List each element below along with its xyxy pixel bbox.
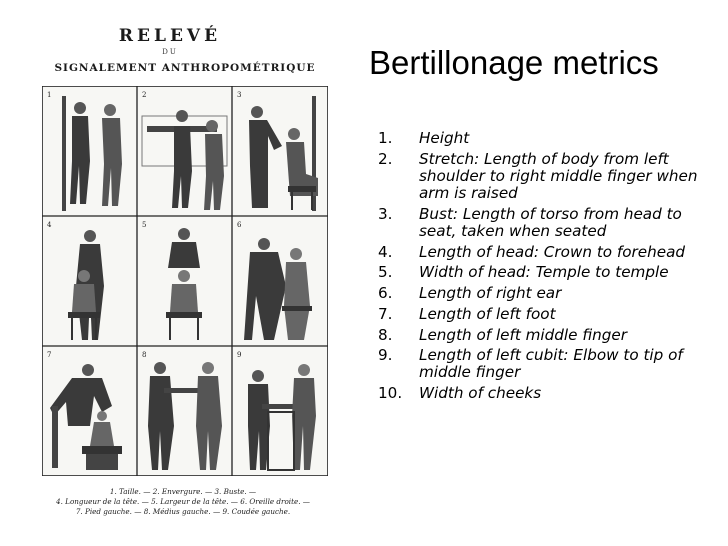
panel-number: 2 (142, 91, 147, 99)
metric-item (378, 130, 718, 147)
plate-caption-line: 1. Taille. — 2. Envergure. — 3. Buste. — (109, 487, 257, 496)
metric-number: 3. (378, 204, 393, 223)
metric-item (378, 244, 718, 261)
anthropometric-plate (0, 0, 340, 546)
panel-number: 4 (47, 221, 52, 229)
metric-text: Length of left middle finger (419, 325, 627, 344)
plate-caption-line: 7. Pied gauche. — 8. Médius gauche. — 9. Coudée gauche. (75, 507, 291, 516)
metrics-list (378, 130, 718, 406)
metric-number: 1. (378, 129, 393, 147)
panel-number: 5 (142, 221, 147, 229)
panel-number: 3 (237, 91, 242, 99)
metric-item (378, 327, 718, 344)
metric-text: Length of right ear (419, 284, 562, 303)
panel-number: 9 (237, 351, 242, 359)
metric-number: 7. (378, 304, 393, 323)
metric-text: Length of left foot (419, 304, 556, 323)
panel-number: 6 (237, 221, 242, 229)
metric-number: 8. (378, 325, 393, 344)
panel-number: 1 (47, 91, 52, 99)
metric-text: Width of cheeks (419, 384, 542, 403)
metric-item (378, 306, 718, 323)
panel-number: 8 (142, 351, 147, 359)
metric-text: Bust: Length of torso from head to seat, taken when seated (419, 204, 682, 241)
metric-item (378, 206, 718, 240)
plate-subtitle: SIGNALEMENT ANTHROPOMÉTRIQUE (54, 62, 316, 74)
metric-number: 6. (378, 284, 393, 303)
panel-number: 7 (47, 351, 52, 359)
plate-illustration-grid (42, 86, 328, 476)
metric-item (378, 264, 718, 281)
plate-du: DU (162, 48, 178, 56)
metric-text: Length of head: Crown to forehead (419, 242, 686, 261)
metric-item (378, 385, 718, 402)
metric-number: 4. (378, 242, 393, 261)
metric-item (378, 347, 718, 381)
metric-item (378, 285, 718, 302)
metric-item (378, 151, 718, 203)
metric-text: Stretch: Length of body from left shoulder to right middle finger when arm is raised (419, 149, 698, 203)
slide-title: Bertillonage metrics (369, 44, 659, 81)
metric-text: Length of left cubit: Elbow to tip of middle finger (419, 346, 683, 382)
metric-number: 9. (378, 346, 393, 365)
metric-number: 2. (378, 149, 393, 168)
plate-title: RELEVÉ (118, 26, 222, 46)
metric-text: Width of head: Temple to temple (419, 263, 669, 282)
metric-number: 10. (378, 384, 403, 403)
metric-number: 5. (378, 263, 393, 282)
metric-text: Height (419, 129, 470, 147)
plate-caption-line: 4. Longueur de la tête. — 5. Largeur de la tête. — 6. Oreille droite. — (56, 497, 310, 506)
